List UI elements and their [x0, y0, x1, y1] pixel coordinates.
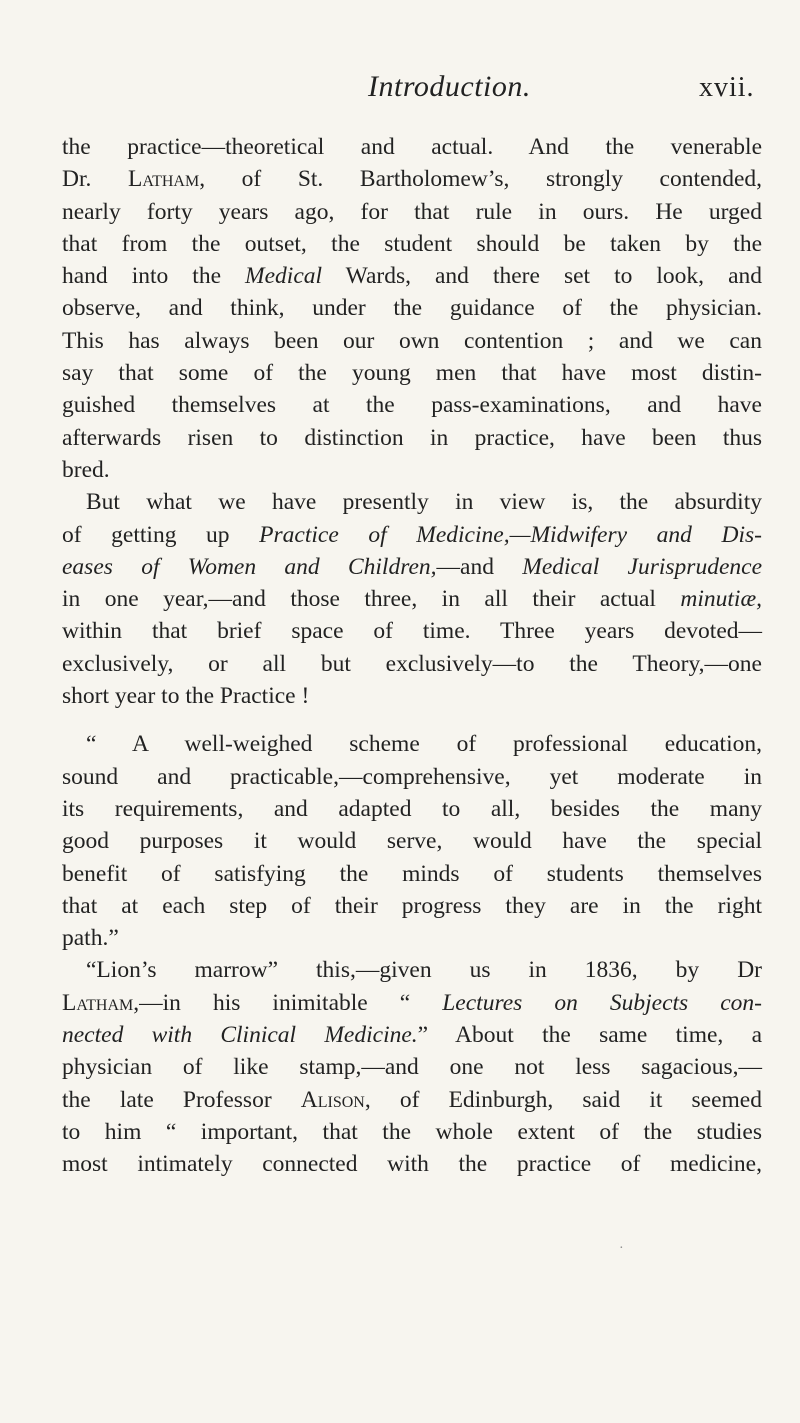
text-line: physician of like stamp,—and one not less sagacious,— — [62, 1054, 762, 1081]
text-run: ,—in his inimitable “ — [133, 989, 443, 1016]
text-line: that from the outset, the student should be taken by the — [62, 230, 762, 257]
person-name: Latham — [62, 989, 134, 1016]
text-line: the practice—theoretical and actual. And the venerable — [62, 134, 762, 160]
running-head-title: Introduction. — [368, 70, 531, 103]
stray-ink-mark: · — [619, 1241, 624, 1256]
text-line: most intimately connected with the practice of medicine, — [62, 1151, 762, 1178]
text-line — [62, 583, 762, 615]
text-line — [62, 987, 762, 1019]
text-line: “Lion’s marrow” this,—given us in 1836, by Dr — [86, 957, 762, 984]
person-name: Alison — [300, 1086, 365, 1113]
text-line: exclusively, or all but exclusively—to the Theory,—one — [62, 650, 762, 677]
text-line: But what we have presently in view is, the absurdity — [86, 489, 762, 516]
italic-text: Medical — [245, 263, 323, 290]
text-run: , of Edinburgh, said it seemed — [364, 1086, 762, 1113]
text-line — [62, 1084, 762, 1116]
running-head — [0, 70, 800, 110]
text-line: This has always been our own contention ; and we can — [62, 327, 762, 354]
text-run: in one year,—and those three, in all their actual — [62, 586, 681, 613]
text-line: its requirements, and adapted to all, besides the many — [62, 795, 762, 822]
text-run: —and — [436, 553, 523, 580]
text-line — [62, 1019, 762, 1051]
italic-text: nected with Clinical Medicine. — [62, 1022, 418, 1049]
text-run: , of St. Bartholomew’s, strongly contended, — [199, 166, 763, 193]
text-line: to him “ important, that the whole extent of the studies — [62, 1118, 762, 1145]
italic-text: minutiæ, — [680, 586, 762, 613]
text-line: path.” — [62, 925, 119, 952]
text-line: say that some of the young men that have most distin- — [62, 360, 762, 387]
text-line: bred. — [62, 456, 110, 483]
text-line: nearly forty years ago, for that rule in ours. He urged — [62, 198, 762, 225]
text-line: within that brief space of time. Three years devoted— — [62, 618, 762, 645]
text-run: Wards, and there set to look, and — [322, 263, 763, 290]
text-line — [62, 163, 762, 195]
text-run: the late Professor — [62, 1086, 301, 1113]
text-line: sound and practicable,—comprehensive, yet moderate in — [62, 763, 762, 790]
text-run: of getting up — [62, 521, 260, 548]
text-line — [62, 551, 762, 583]
body-text — [62, 131, 762, 1181]
person-name: Latham — [127, 166, 200, 193]
text-line: afterwards risen to distinction in practice, have been thus — [62, 424, 762, 451]
text-run: hand into the — [62, 263, 246, 290]
text-line — [62, 519, 762, 551]
text-line: guished themselves at the pass-examinations, and have — [62, 392, 762, 419]
text-run: ” About the same time, a — [417, 1022, 762, 1049]
paragraph-gap — [62, 712, 762, 728]
text-run: Dr. — [62, 166, 128, 193]
text-line: observe, and think, under the guidance of the physician. — [62, 295, 762, 322]
text-line: benefit of satisfying the minds of students themselves — [62, 860, 762, 887]
italic-text: Practice of Medicine,—Midwifery and Dis- — [259, 521, 762, 548]
text-line: good purposes it would serve, would have the special — [62, 828, 762, 855]
text-line: that at each step of their progress they are in the right — [62, 892, 762, 919]
text-line: short year to the Practice ! — [62, 683, 310, 710]
text-line: “ A well-weighed scheme of professional education, — [86, 731, 762, 758]
italic-text: Lectures on Subjects con- — [442, 989, 762, 1016]
page-number: xvii. — [699, 72, 755, 103]
italic-text: Medical Jurisprudence — [522, 553, 762, 580]
italic-text: eases of Women and Children, — [62, 553, 437, 580]
text-line — [62, 260, 762, 292]
